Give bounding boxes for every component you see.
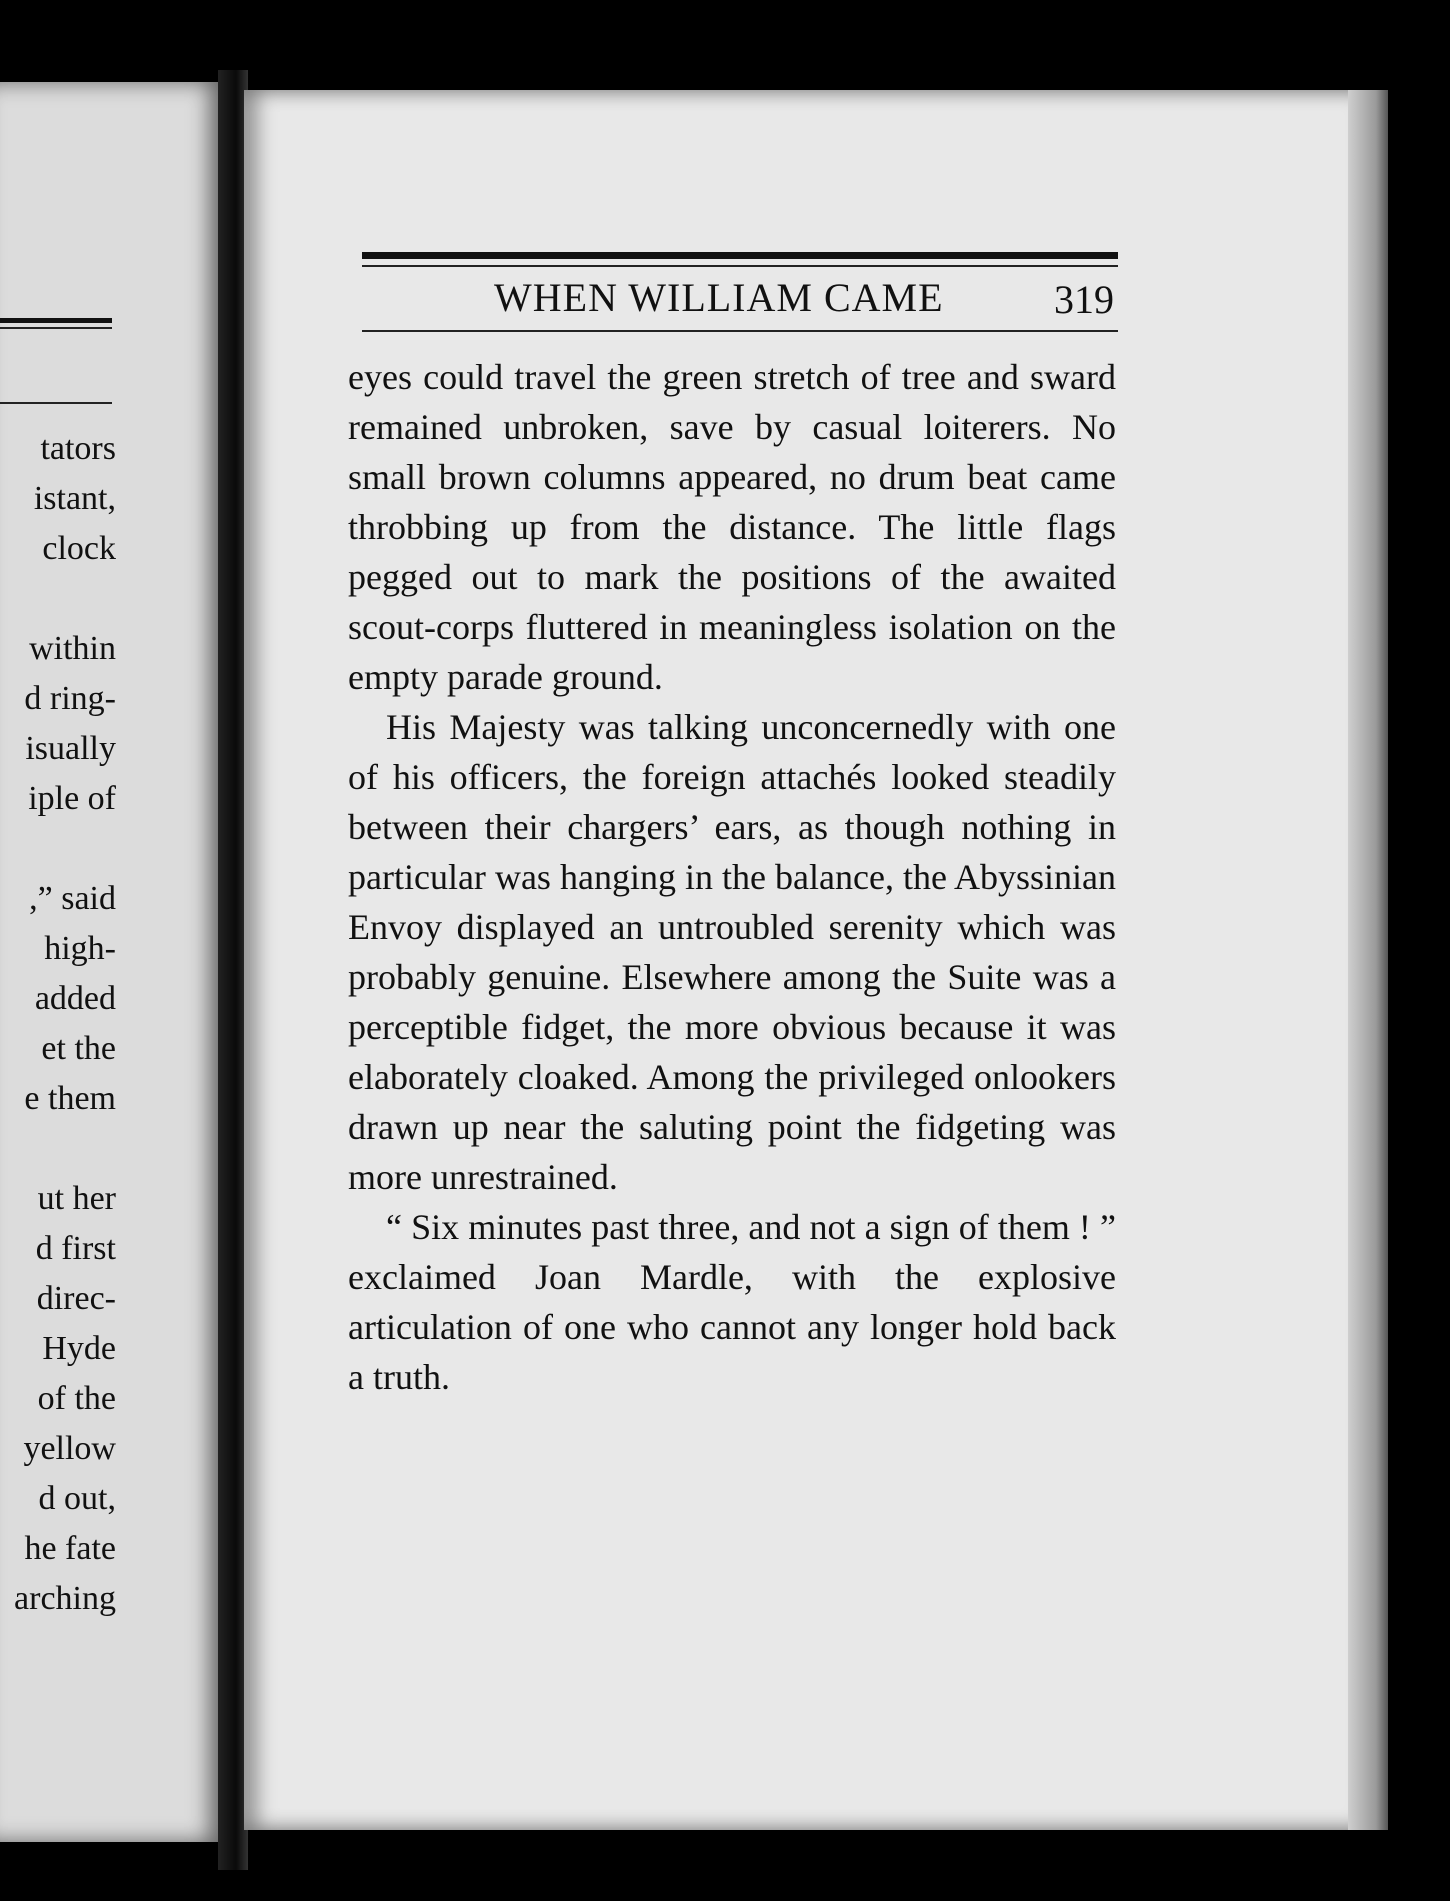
text-line: d ring- <box>24 680 116 717</box>
text-line: clock <box>42 530 116 567</box>
text-line: ,” said <box>29 880 116 917</box>
text-line: added <box>34 980 116 1017</box>
previous-page <box>0 82 228 1842</box>
text-line: ut her <box>37 1180 116 1217</box>
paragraph: eyes could travel the green stretch of tree and sward remained unbroken, save by casual loiterers. No small brown columns appeared, no drum beat came throbbing up from the distance. The little flags pegged out to mark the positions of the awaited scout-corps fluttered in meaningless isolation on the empty parade ground. <box>348 357 1116 697</box>
text-line: et the <box>41 1030 116 1067</box>
text-line: high- <box>44 930 116 967</box>
text-line: Hyde <box>42 1330 116 1367</box>
text-line <box>0 824 116 874</box>
page-number: 319 <box>1054 277 1114 322</box>
header-rule-thin <box>362 265 1118 267</box>
text-line: within <box>29 630 116 667</box>
text-line: isually <box>25 730 116 767</box>
text-line: yellow <box>23 1430 116 1467</box>
page-edge <box>1348 90 1388 1830</box>
running-head <box>362 274 1118 330</box>
text-line: e them <box>24 1080 116 1117</box>
text-line <box>0 1124 116 1174</box>
running-title: WHEN WILLIAM CAME <box>494 275 944 320</box>
current-page <box>244 90 1388 1830</box>
text-line: arching <box>14 1580 116 1617</box>
header-underline <box>362 330 1118 332</box>
text-line: tators <box>40 430 116 467</box>
text-line: iple of <box>28 780 116 817</box>
header-rule <box>0 318 112 323</box>
text-line: of the <box>37 1380 116 1417</box>
text-line: d first <box>35 1230 116 1267</box>
paragraph: “ Six minutes past three, and not a sign of them ! ” exclaimed Joan Mardle, with the explosive articulation of one who cannot any longer hold back a truth. <box>348 1207 1116 1397</box>
paragraph: His Majesty was talking unconcernedly with one of his officers, the foreign attachés looked steadily between their chargers’ ears, as though nothing in particular was hanging in the balance, the Abyssinian Envoy displayed an untroubled serenity which was probably genuine. Elsewhere among the Suite was a perceptible fidget, the more obvious because it was elaborately cloaked. Among the privileged onlookers drawn up near the saluting point the fidgeting was more unrestrained. <box>348 707 1116 1197</box>
header-underline <box>0 402 112 404</box>
previous-page-text <box>0 424 116 1624</box>
header-rule-thin <box>0 327 112 329</box>
text-line: istant, <box>33 480 116 517</box>
text-line: direc- <box>36 1280 116 1317</box>
header-rule <box>362 252 1118 259</box>
text-line <box>0 574 116 624</box>
text-line: d out, <box>38 1480 116 1517</box>
text-line: he fate <box>24 1530 116 1567</box>
body-text <box>348 352 1116 1402</box>
